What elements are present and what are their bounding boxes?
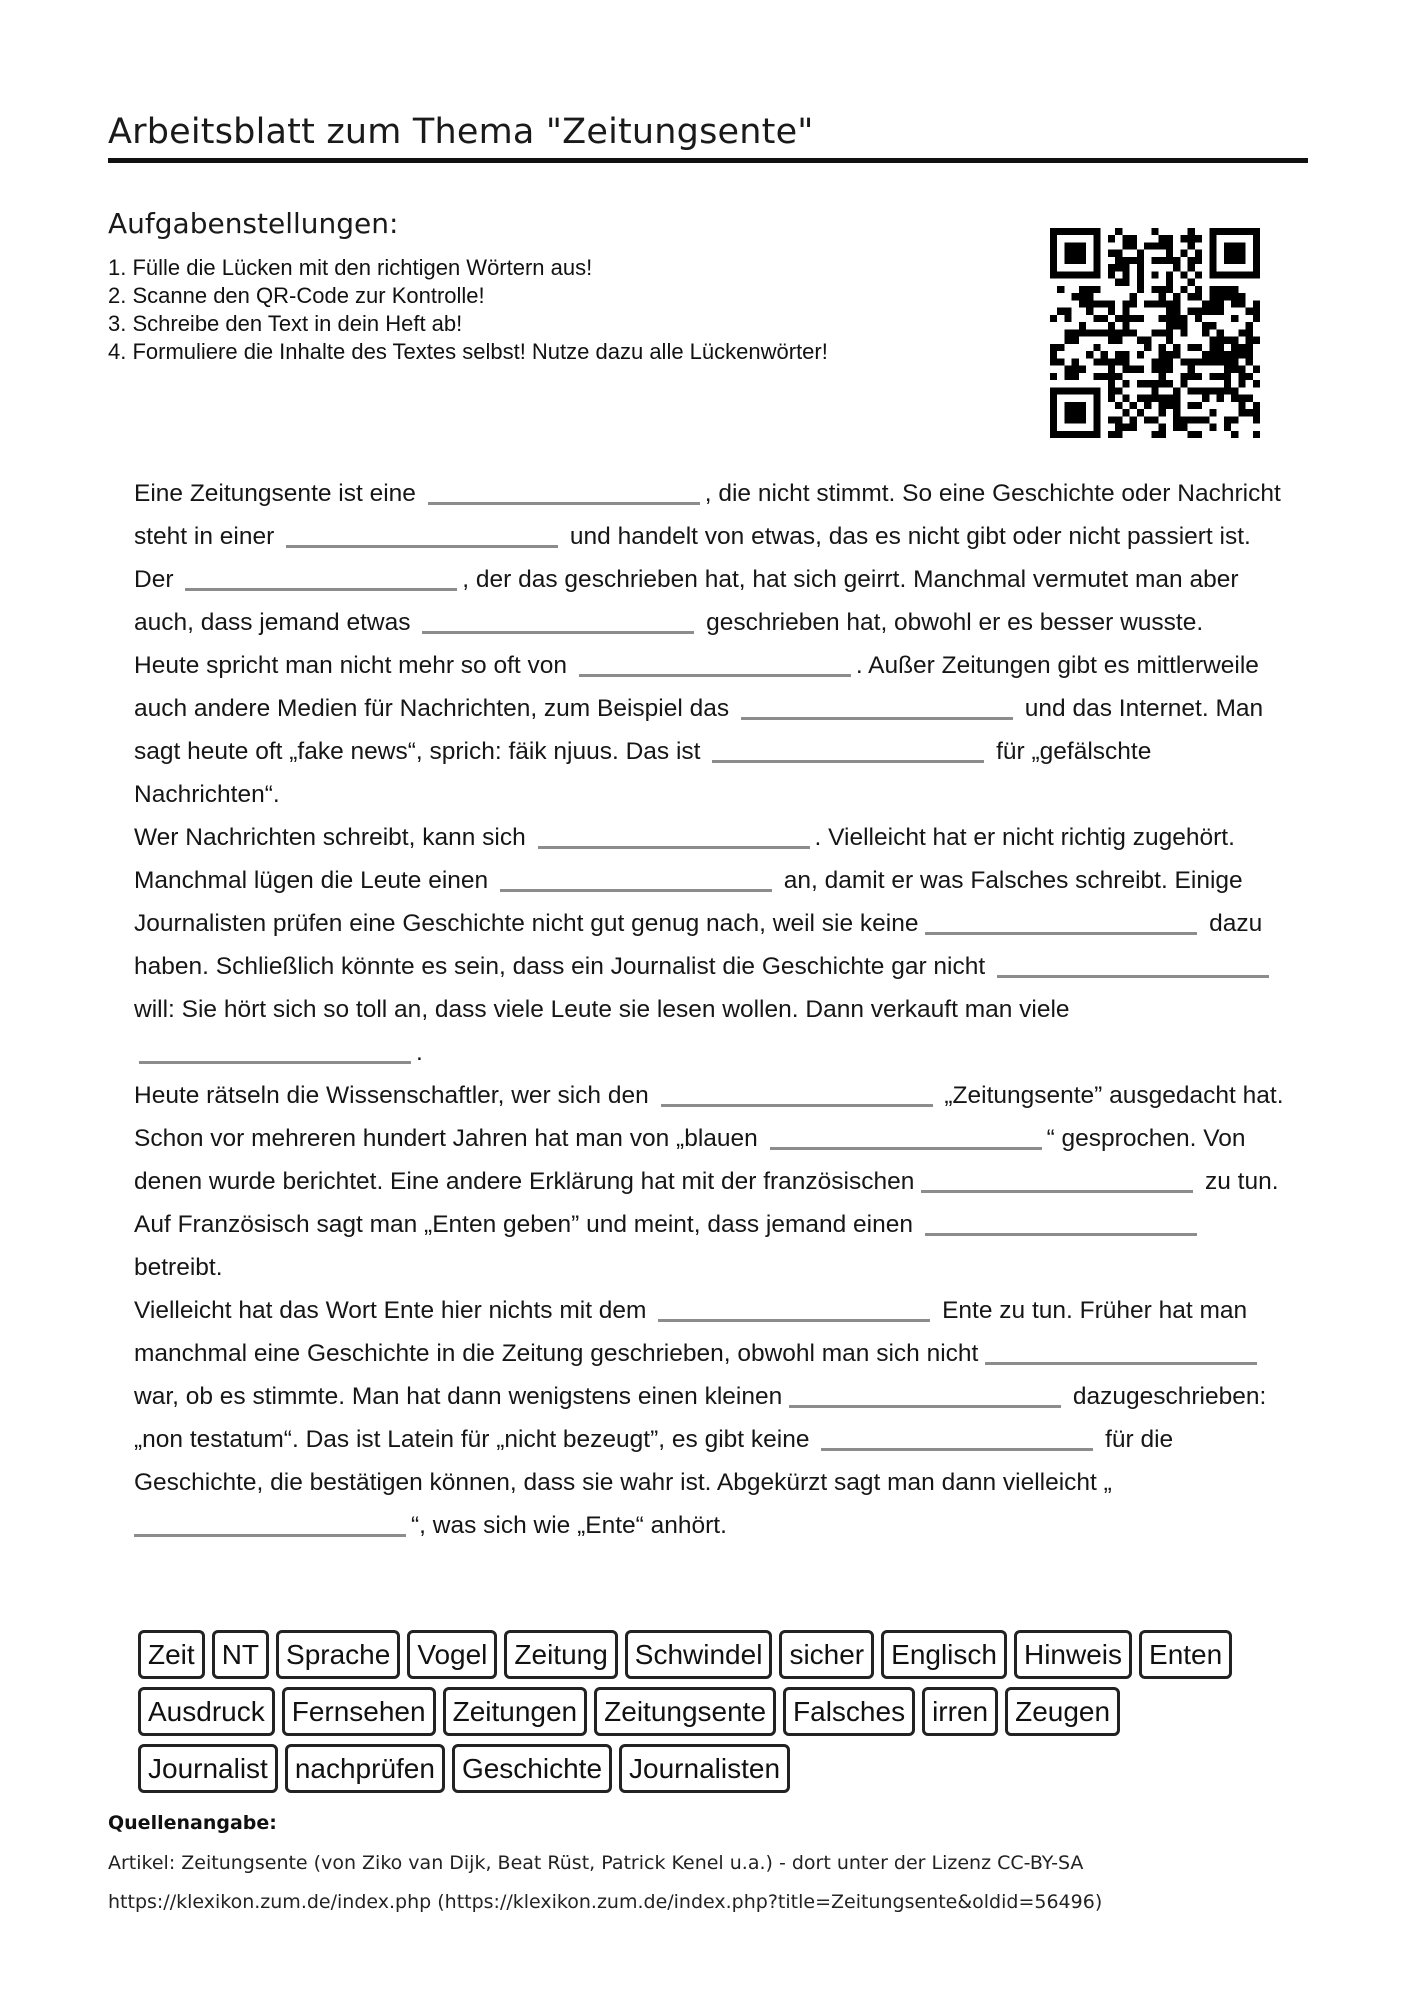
cloze-paragraph [134,816,1294,1074]
word-chip[interactable]: nachprüfen [285,1744,445,1793]
word-chip[interactable]: Schwindel [625,1630,773,1679]
task-list [108,254,828,366]
word-chip[interactable]: Ausdruck [138,1687,275,1736]
blank-gap[interactable] [500,867,772,892]
page-title: Arbeitsblatt zum Thema "Zeitungsente" [108,112,814,152]
word-chip[interactable]: Zeit [138,1630,205,1679]
blank-gap[interactable] [789,1383,1061,1408]
blank-gap[interactable] [538,824,810,849]
text-segment: “ gesprochen. Von denen wurde berichtet. Eine andere Erklärung hat mit der französischen [134,1125,1246,1195]
blank-gap[interactable] [770,1125,1042,1150]
text-segment: Wer Nachrichten schreibt, kann sich [134,824,526,851]
text-segment: dazu haben. Schließlich könnte es sein, dass ein Journalist die Geschichte gar nicht [134,910,1263,980]
text-segment: war, ob es stimmte. Man hat dann wenigstens einen kleinen [134,1383,783,1410]
text-segment: betreibt. [134,1254,223,1281]
task-item: 2. Scanne den QR-Code zur Kontrolle! [108,283,485,308]
text-segment: „Zeitungsente” ausgedacht hat. Schon vor mehreren hundert Jahren hat man von „blauen [134,1082,1284,1152]
blank-gap[interactable] [658,1297,930,1322]
word-chip[interactable]: Zeitungsente [594,1687,776,1736]
text-segment: “, was sich wie „Ente“ anhört. [411,1512,727,1539]
word-chip[interactable]: Zeitung [504,1630,617,1679]
task-item: 1. Fülle die Lücken mit den richtigen Wörtern aus! [108,255,593,280]
text-segment: und handelt von etwas, das es nicht gibt oder nicht passiert ist. Der [134,523,1251,593]
blank-gap[interactable] [921,1168,1193,1193]
blank-gap[interactable] [422,609,694,634]
word-chip[interactable]: Vogel [407,1630,497,1679]
blank-gap[interactable] [661,1082,933,1107]
cloze-text [134,472,1294,1547]
blank-gap[interactable] [985,1340,1257,1365]
word-bank-row [138,1630,1298,1679]
text-segment: Heute spricht man nicht mehr so oft von [134,652,568,679]
cloze-paragraph [134,1289,1294,1547]
blank-gap[interactable] [997,953,1269,978]
tasks-heading: Aufgabenstellungen: [108,207,399,240]
text-segment: für die Geschichte, die bestätigen können, dass sie wahr ist. Abgekürzt sagt man dann vielleicht „ [134,1426,1174,1496]
text-segment: und das Internet. Man sagt heute oft „fake news“, sprich: fäik njuus. Das ist [134,695,1264,765]
word-chip[interactable]: Enten [1139,1630,1232,1679]
blank-gap[interactable] [821,1426,1093,1451]
blank-gap[interactable] [712,738,984,763]
text-segment: will: Sie hört sich so toll an, dass viele Leute sie lesen wollen. Dann verkauft man viele [134,996,1070,1023]
word-chip[interactable]: Hinweis [1014,1630,1132,1679]
text-segment: zu tun. Auf Französisch sagt man „Enten geben” und meint, dass jemand einen [134,1168,1279,1238]
word-chip[interactable]: Geschichte [452,1744,612,1793]
word-bank [138,1630,1298,1801]
text-segment: Ente zu tun. Früher hat man manchmal eine Geschichte in die Zeitung geschrieben, obwohl man sich nicht [134,1297,1248,1367]
blank-gap[interactable] [925,910,1197,935]
task-item: 4. Formuliere die Inhalte des Textes selbst! Nutze dazu alle Lückenwörter! [108,339,828,364]
word-chip[interactable]: NT [212,1630,269,1679]
cloze-paragraph [134,644,1294,816]
text-segment: . Außer Zeitungen gibt es mittlerweile auch andere Medien für Nachrichten, zum Beispiel das [134,652,1259,722]
word-bank-row [138,1744,1298,1793]
qr-code-icon[interactable] [1050,228,1260,438]
cloze-paragraph [134,472,1294,644]
text-segment: . Vielleicht hat er nicht richtig zugehört. Manchmal lügen die Leute einen [134,824,1235,894]
word-chip[interactable]: Journalisten [619,1744,790,1793]
word-chip[interactable]: sicher [779,1630,874,1679]
text-segment: Vielleicht hat das Wort Ente hier nichts mit dem [134,1297,647,1324]
word-chip[interactable]: Fernsehen [282,1687,436,1736]
word-chip[interactable]: Zeugen [1005,1687,1120,1736]
text-segment: Eine Zeitungsente ist eine [134,480,416,507]
text-segment: dazugeschrieben: „non testatum“. Das ist Latein für „nicht bezeugt”, es gibt keine [134,1383,1267,1453]
title-divider [108,158,1308,163]
blank-gap[interactable] [741,695,1013,720]
word-bank-row [138,1687,1298,1736]
blank-gap[interactable] [139,1039,411,1064]
text-segment: Heute rätseln die Wissenschaftler, wer sich den [134,1082,649,1109]
text-segment: , der das geschrieben hat, hat sich geirrt. Manchmal vermutet man aber auch, dass jemand etwas [134,566,1239,636]
blank-gap[interactable] [428,480,700,505]
text-segment: geschrieben hat, obwohl er es besser wusste. [706,609,1204,636]
blank-gap[interactable] [925,1211,1197,1236]
word-chip[interactable]: Zeitungen [443,1687,588,1736]
text-segment: , die nicht stimmt. So eine Geschichte oder Nachricht steht in einer [134,480,1281,550]
text-segment: an, damit er was Falsches schreibt. Einige Journalisten prüfen eine Geschichte nicht gut genug nach, weil sie keine [134,867,1243,937]
source-heading: Quellenangabe: [108,1812,277,1834]
text-segment: für „gefälschte Nachrichten“. [134,738,1152,808]
word-chip[interactable]: Journalist [138,1744,278,1793]
task-item: 3. Schreibe den Text in dein Heft ab! [108,311,463,336]
blank-gap[interactable] [579,652,851,677]
blank-gap[interactable] [286,523,558,548]
word-chip[interactable]: Sprache [276,1630,400,1679]
source-url[interactable]: https://klexikon.zum.de/index.php (https://klexikon.zum.de/index.php?title=Zeitungsente&oldid=56496) [108,1891,1103,1913]
text-segment: . [416,1039,423,1066]
word-chip[interactable]: irren [922,1687,998,1736]
blank-gap[interactable] [185,566,457,591]
source-citation: Artikel: Zeitungsente (von Ziko van Dijk, Beat Rüst, Patrick Kenel u.a.) - dort unter der Lizenz CC-BY-SA [108,1852,1084,1874]
word-chip[interactable]: Englisch [881,1630,1007,1679]
cloze-paragraph [134,1074,1294,1289]
blank-gap[interactable] [134,1512,406,1537]
word-chip[interactable]: Falsches [783,1687,915,1736]
